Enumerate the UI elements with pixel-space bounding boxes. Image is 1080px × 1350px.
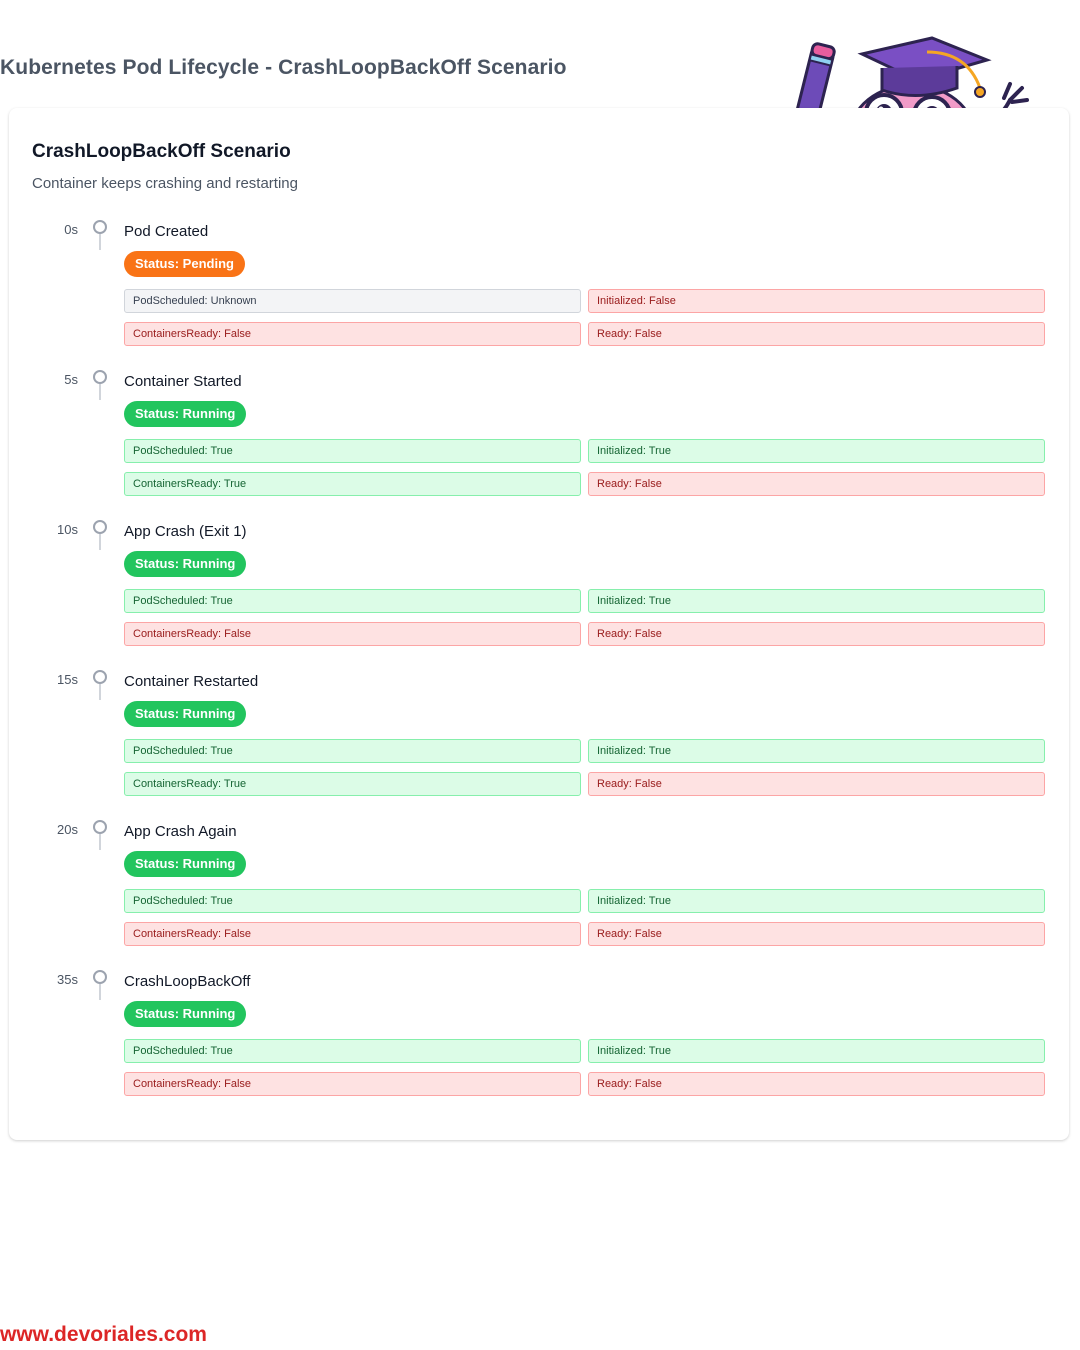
condition-pod-scheduled: PodScheduled: True xyxy=(124,1039,581,1063)
event-time: 35s xyxy=(57,972,78,987)
event-title: App Crash Again xyxy=(124,823,237,840)
status-badge: Status: Running xyxy=(124,1001,246,1027)
event-time: 20s xyxy=(57,822,78,837)
condition-containers-ready: ContainersReady: False xyxy=(124,622,581,646)
status-badge: Status: Running xyxy=(124,551,246,577)
condition-containers-ready: ContainersReady: False xyxy=(124,922,581,946)
timeline-dot-icon xyxy=(93,970,107,984)
event-time: 0s xyxy=(64,222,78,237)
condition-ready: Ready: False xyxy=(588,1072,1045,1096)
timeline-dot-icon xyxy=(93,670,107,684)
condition-pod-scheduled: PodScheduled: True xyxy=(124,739,581,763)
condition-pod-scheduled: PodScheduled: True xyxy=(124,439,581,463)
event-title: Container Started xyxy=(124,373,242,390)
condition-initialized: Initialized: True xyxy=(588,439,1045,463)
timeline-event xyxy=(9,968,1069,1108)
condition-initialized: Initialized: True xyxy=(588,739,1045,763)
timeline-line xyxy=(99,534,101,550)
scenario-card xyxy=(9,108,1069,1140)
event-time: 5s xyxy=(64,372,78,387)
condition-containers-ready: ContainersReady: False xyxy=(124,322,581,346)
timeline-dot-icon xyxy=(93,220,107,234)
condition-ready: Ready: False xyxy=(588,472,1045,496)
condition-containers-ready: ContainersReady: False xyxy=(124,1072,581,1096)
scenario-subtitle: Container keeps crashing and restarting xyxy=(32,175,298,192)
timeline-dot-icon xyxy=(93,370,107,384)
event-time: 10s xyxy=(57,522,78,537)
status-badge: Status: Pending xyxy=(124,251,245,277)
timeline-line xyxy=(99,834,101,850)
event-title: Pod Created xyxy=(124,223,209,240)
event-title: Container Restarted xyxy=(124,673,259,690)
condition-pod-scheduled: PodScheduled: True xyxy=(124,889,581,913)
timeline-dot-icon xyxy=(93,520,107,534)
condition-ready: Ready: False xyxy=(588,622,1045,646)
condition-ready: Ready: False xyxy=(588,772,1045,796)
timeline-event xyxy=(9,518,1069,658)
timeline-line xyxy=(99,384,101,400)
timeline-event xyxy=(9,668,1069,808)
condition-initialized: Initialized: True xyxy=(588,1039,1045,1063)
timeline-event xyxy=(9,818,1069,958)
event-time: 15s xyxy=(57,672,78,687)
condition-ready: Ready: False xyxy=(588,922,1045,946)
status-badge: Status: Running xyxy=(124,401,246,427)
condition-containers-ready: ContainersReady: True xyxy=(124,772,581,796)
condition-pod-scheduled: PodScheduled: True xyxy=(124,589,581,613)
event-title: CrashLoopBackOff xyxy=(124,973,251,990)
timeline-dot-icon xyxy=(93,820,107,834)
page-title: Kubernetes Pod Lifecycle - CrashLoopBackOff Scenario xyxy=(0,56,567,79)
condition-initialized: Initialized: True xyxy=(588,889,1045,913)
timeline-line xyxy=(99,234,101,250)
timeline-event xyxy=(9,368,1069,508)
condition-initialized: Initialized: True xyxy=(588,589,1045,613)
condition-initialized: Initialized: False xyxy=(588,289,1045,313)
condition-pod-scheduled: PodScheduled: Unknown xyxy=(124,289,581,313)
condition-ready: Ready: False xyxy=(588,322,1045,346)
timeline-line xyxy=(99,684,101,700)
condition-containers-ready: ContainersReady: True xyxy=(124,472,581,496)
status-badge: Status: Running xyxy=(124,851,246,877)
event-title: App Crash (Exit 1) xyxy=(124,523,247,540)
footer-website-link[interactable]: www.devoriales.com xyxy=(0,1323,207,1346)
timeline-line xyxy=(99,984,101,1000)
status-badge: Status: Running xyxy=(124,701,246,727)
scenario-title: CrashLoopBackOff Scenario xyxy=(32,141,291,162)
timeline-event xyxy=(9,218,1069,358)
